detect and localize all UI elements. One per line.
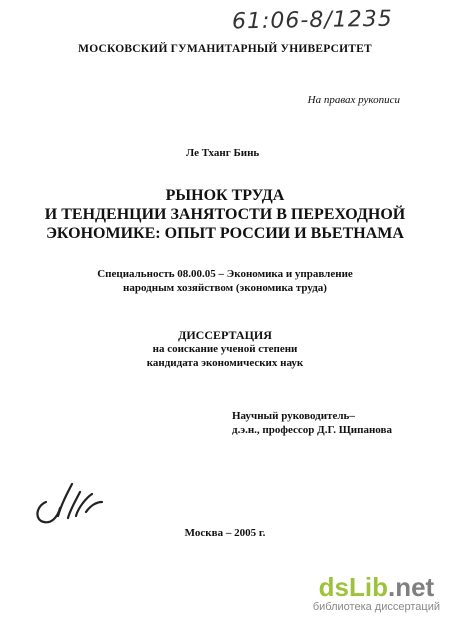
logo-main: dsLib <box>318 572 388 602</box>
title-line: И ТЕНДЕНЦИИ ЗАНЯТОСТИ В ПЕРЕХОДНОЙ <box>44 206 406 223</box>
title-line: РЫНОК ТРУДА <box>165 187 285 204</box>
manuscript-rights: На правах рукописи <box>307 94 400 106</box>
supervisor-block <box>232 409 392 437</box>
dissertation-heading: ДИССЕРТАЦИЯ <box>178 328 272 342</box>
specialty-line: народным хозяйством (экономика труда) <box>123 282 327 294</box>
author-name: Ле Тханг Бинь <box>186 147 260 159</box>
university-name: МОСКОВСКИЙ ГУМАНИТАРНЫЙ УНИВЕРСИТЕТ <box>78 43 372 55</box>
logo-suffix: .net <box>387 572 435 602</box>
degree-line: кандидата экономических наук <box>146 357 304 369</box>
specialty <box>0 267 450 295</box>
specialty-line: Специальность 08.00.05 – Экономика и управление <box>97 268 353 280</box>
archive-stamp: 61:06-8/1235 <box>231 6 393 35</box>
dslib-logo <box>313 573 440 601</box>
degree-line: на соискание ученой степени <box>152 343 298 355</box>
dissertation-block <box>0 328 450 370</box>
watermark-subtitle: библиотека диссертаций <box>312 601 440 613</box>
handwritten-signature <box>28 472 118 532</box>
title-line: ЭКОНОМИКЕ: ОПЫТ РОССИИ И ВЬЕТНАМА <box>46 225 404 242</box>
supervisor-line: д.э.н., профессор Д.Г. Щипанова <box>232 424 392 436</box>
place-and-year: Москва – 2005 г. <box>184 527 266 539</box>
dissertation-title <box>0 186 450 243</box>
dslib-watermark[interactable] <box>313 573 440 614</box>
supervisor-line: Научный руководитель– <box>232 410 355 422</box>
